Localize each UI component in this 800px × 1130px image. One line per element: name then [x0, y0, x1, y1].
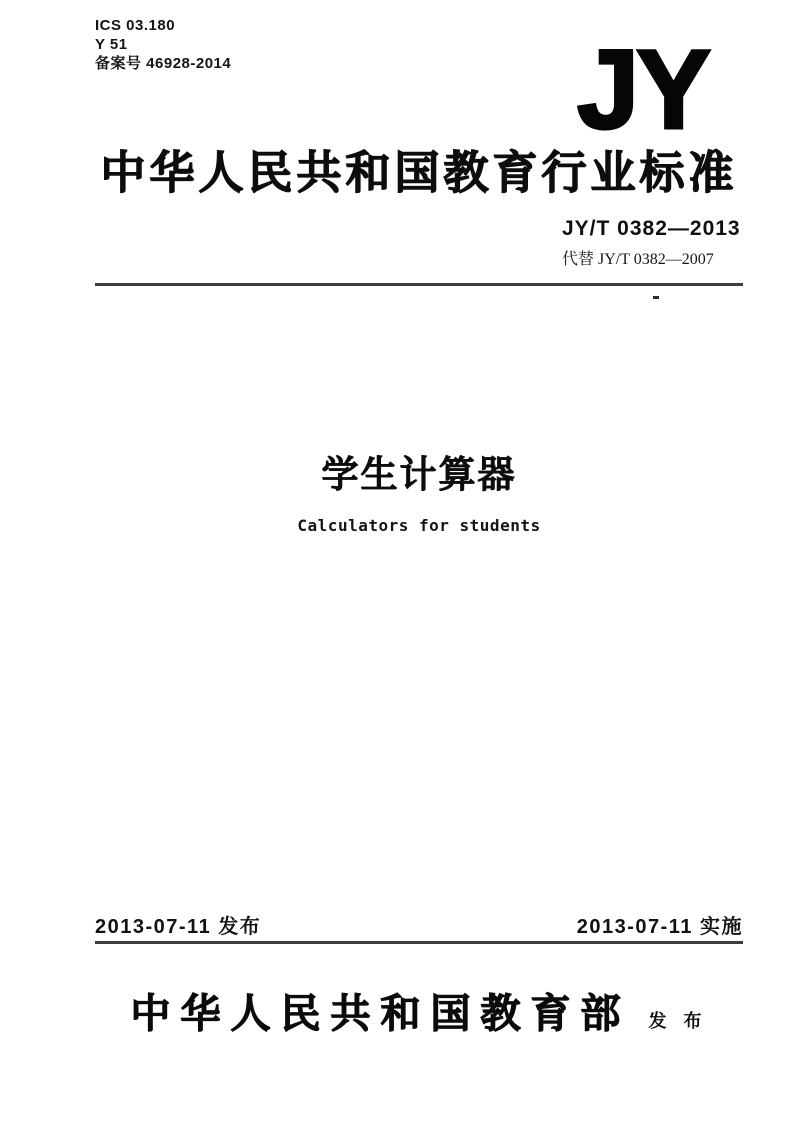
publisher-name: 中华人民共和国教育部	[130, 992, 631, 1036]
bottom-divider-rule	[95, 941, 743, 944]
dates-row	[95, 910, 743, 939]
issue-date: 2013-07-11 发布	[95, 916, 262, 938]
stray-scan-mark	[653, 296, 659, 299]
publisher-row	[95, 982, 743, 1039]
replaced-standard: 代替 JY/T 0382—2007	[562, 251, 714, 268]
ics-code: ICS 03.180	[95, 17, 176, 34]
bibliographic-block	[95, 16, 231, 73]
document-class-code: Y 51	[95, 36, 128, 53]
document-title-english: Calculators for students	[297, 516, 541, 535]
jy-standard-logo: JY	[577, 27, 708, 152]
standard-category-title: 中华人民共和国教育行业标准	[100, 147, 738, 198]
implementation-date: 2013-07-11 实施	[576, 916, 743, 938]
top-divider-rule	[95, 283, 743, 286]
record-number: 备案号 46928-2014	[95, 55, 232, 72]
standard-number-block	[562, 217, 741, 269]
document-title: 学生计算器	[321, 454, 517, 495]
publish-label: 发 布	[648, 1011, 708, 1031]
standard-number: JY/T 0382—2013	[562, 217, 741, 240]
